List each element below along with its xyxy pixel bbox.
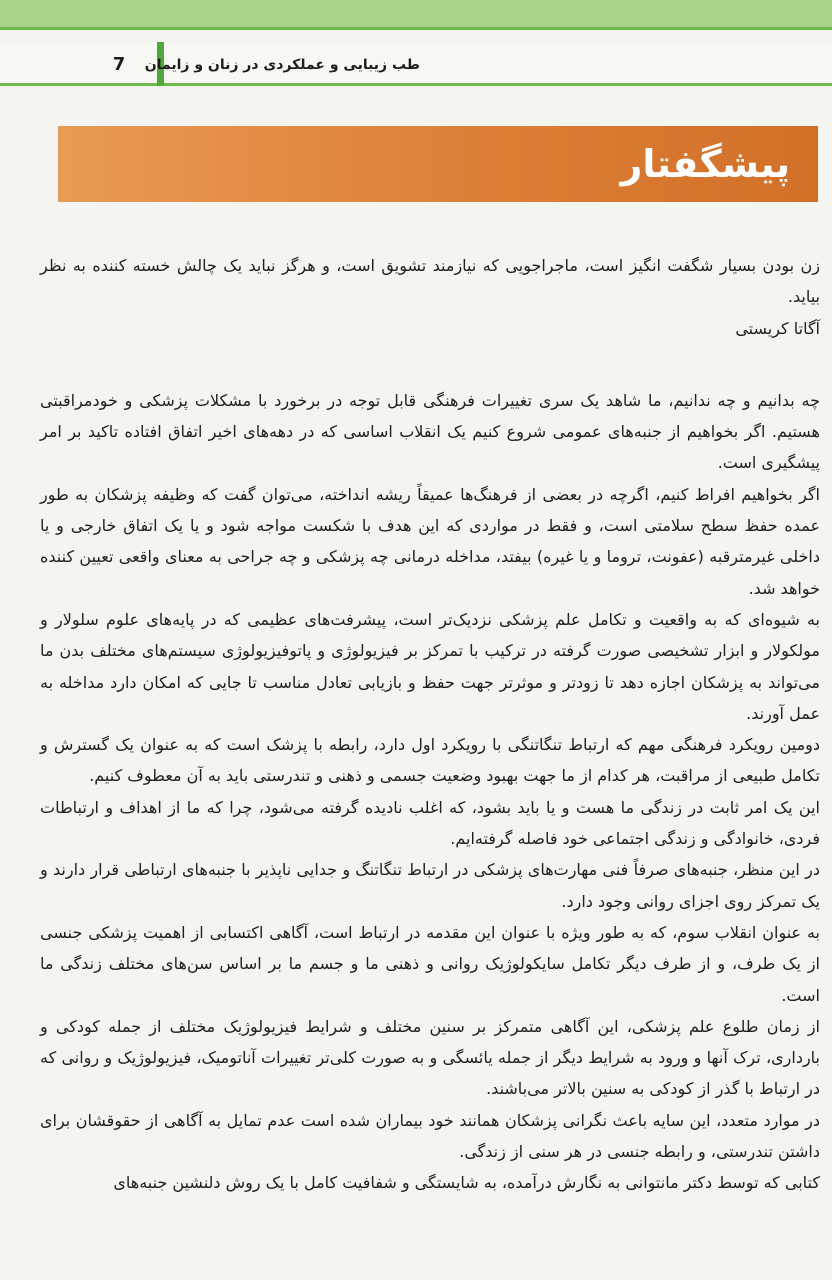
running-title: طب زیبایی و عملکردی در زنان و زایمان bbox=[144, 57, 420, 73]
epigraph-author bbox=[40, 313, 820, 344]
epigraph-quote: زن بودن بسیار شگفت انگیز است، ماجراجویی که نیازمند تشویق است، و هرگز نباید یک چالش خسته کننده به نظر بیاید. bbox=[40, 256, 820, 307]
paragraph: دومین رویکرد فرهنگی مهم که ارتباط تنگاتنگی با رویکرد اول دارد، رابطه با پزشک است که به عنوان یک گسترش و تکامل طبیعی از مراقبت، هر کدام از ما جهت بهبود وضعیت جسمی و ذهنی و تندرستی باید به آن معطوف کنیم. bbox=[40, 735, 820, 786]
paragraph: اگر بخواهیم افراط کنیم، اگرچه در بعضی از فرهنگ‌ها عمیقاً ریشه انداخته، می‌توان گفت که وظیفه پزشکان به طور عمده حفظ سطح سلامتی است، و فقط در مواردی که این هدف با شکست مواجه شود و یا یک اتفاق خارجی و یا داخلی غیرمترقبه (عفونت، تروما و یا غیره) بیفتد، مداخله درمانی چه پزشکی و چه جراحی به معنای واقعی تعیین کننده خواهد شد. bbox=[40, 484, 820, 598]
page-number: 7 bbox=[112, 54, 126, 75]
paragraph: در این منظر، جنبه‌های صرفاً فنی مهارت‌های پزشکی در ارتباط تنگاتنگ و جدایی ناپذیر با جنبه‌های ارتباطی قرار دارند و یک تمرکز روی اجزای روانی وجود دارد. bbox=[40, 860, 820, 911]
epigraph-author-name: آگاتا کریستی bbox=[735, 318, 820, 338]
paragraph: در موارد متعدد، این سایه باعث نگرانی پزشکان همانند خود بیماران شده است عدم تمایل به آگاهی از حقوقشان برای داشتن تندرستی، و رابطه جنسی در هر سنی از زندگی. bbox=[40, 1110, 820, 1162]
paragraph: از زمان طلوع علم پزشکی، این آگاهی متمرکز بر سنین مختلف و شرایط فیزیولوژیک مختلف از جمله کودکی و بارداری، ترک آنها و ورود به شرایط دیگر از جمله یائسگی و به صورت کلی‌تر تغییرات آناتومیک، فیزیولوژیک و روانی که در ارتباط با گذر از کودکی به سنین بالاتر می‌باشند. bbox=[40, 1016, 820, 1099]
paragraph: چه بدانیم و چه ندانیم، ما شاهد یک سری تغییرات فرهنگی قابل توجه در برخورد با مشکلات پزشکی و خودمراقبتی هستیم. اگر بخواهیم از جنبه‌های عمومی شروع کنیم یک انقلاب اساسی که در دهه‌های اخیر اتفاق افتاده تاکید بر امر پیشگیری است. bbox=[40, 390, 820, 473]
paragraph: به شیوه‌ای که به واقعیت و تکامل علم پزشکی نزدیک‌تر است، پیشرفت‌های عظیمی که در پایه‌های علوم سلولار و مولکولار و ابزار تشخیصی صورت گرفته در ترکیب با تمرکز بر فیزیولوژی و پاتوفیزیولوژی سیستم‌های مختلف بدن ما می‌تواند به پزشکان اجازه دهد تا زودتر و موثرتر جهت حفظ و بازیابی تعادل مناسب تا جایی که امکان دارد مداخله به عمل آورند. bbox=[40, 609, 820, 723]
body-text bbox=[40, 250, 820, 1199]
chapter-title: پیشگفتار bbox=[620, 142, 790, 186]
paragraph: به عنوان انقلاب سوم، که به طور ویژه با عنوان این مقدمه در ارتباط است، آگاهی اکتسابی از اهمیت پزشکی جنسی از یک طرف، و از طرف دیگر تکامل سایکولوژیک روانی و ذهنی ما و جسم ما بر اساس سن‌های مختلف زندگی ما است. bbox=[40, 922, 820, 1005]
chapter-banner bbox=[58, 126, 818, 202]
section-spacer bbox=[40, 344, 820, 385]
paragraph: این یک امر ثابت در زندگی ما هست و یا باید بشود، که اغلب نادیده گرفته می‌شود، چرا که ما از اهداف و ارتباطات فردی، خانوادگی و زندگی اجتماعی خود فاصله گرفته‌ایم. bbox=[40, 797, 820, 849]
paragraph: کتابی که توسط دکتر مانتوانی به نگارش درآمده، به شایستگی و شفافیت کامل با یک روش دلنشین جنبه‌های bbox=[113, 1173, 820, 1193]
top-color-band bbox=[0, 0, 832, 30]
